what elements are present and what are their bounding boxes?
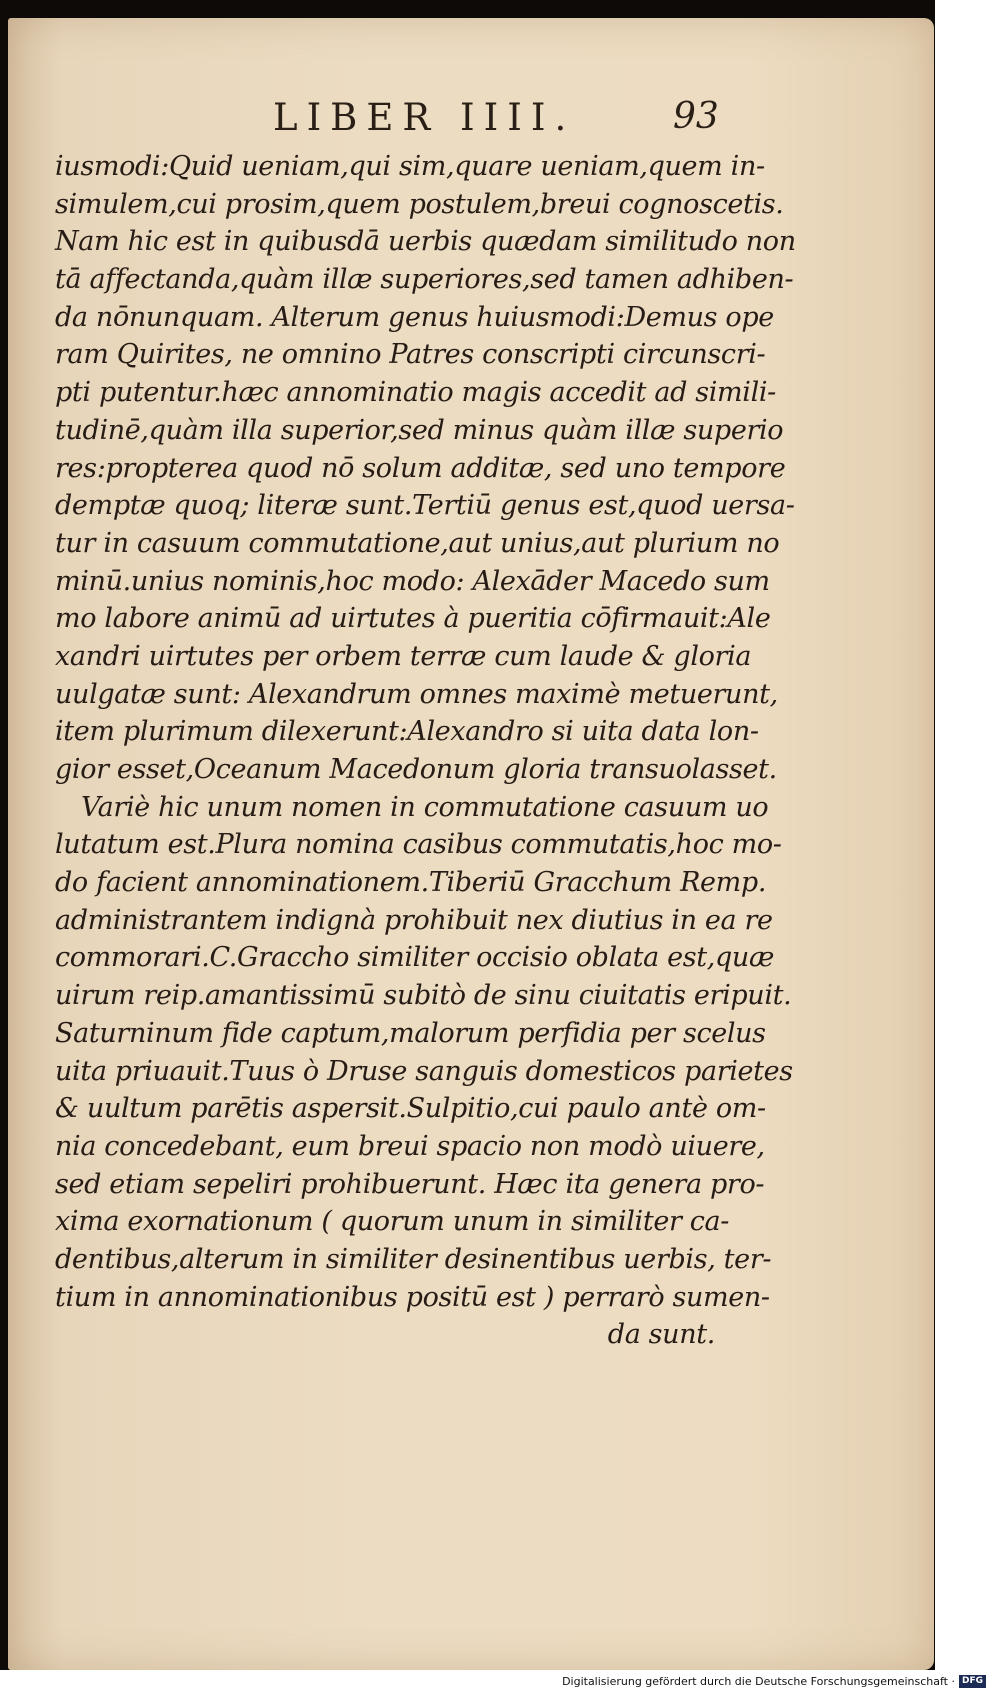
text-line: demptæ quoq; literæ sunt.Tertiū genus est,quod uersa-: [55, 490, 795, 522]
text-line: xandri uirtutes per orbem terræ cum laude & gloria: [55, 640, 752, 672]
main-text-block: [55, 148, 796, 1354]
digitization-credit: [562, 1675, 986, 1688]
text-line: uita priuauit.Tuus ò Druse sanguis domesticos parietes: [55, 1055, 793, 1087]
text-line: & uultum parētis aspersit.Sulpitio,cui paulo antè om-: [55, 1093, 766, 1125]
text-line: item plurimum dilexerunt:Alexandro si uita data lon-: [55, 716, 759, 748]
text-line: ram Quirites, ne omnino Patres conscripti circunscri-: [55, 339, 766, 371]
text-line: Saturninum fide captum,malorum perfidia per scelus: [55, 1017, 766, 1049]
text-line: xima exornationum ( quorum unum in similiter ca-: [55, 1206, 730, 1238]
text-line: sed etiam sepeliri prohibuerunt. Hæc ita genera pro-: [55, 1168, 765, 1200]
page-header: [8, 96, 934, 146]
text-line: minū.unius nominis,hoc modo: Alexāder Macedo sum: [55, 565, 770, 597]
text-line: simulem,cui prosim,quem postulem,breui cognoscetis.: [55, 188, 784, 220]
folio-number: 93: [673, 96, 719, 137]
text-line: da nōnunquam. Alterum genus huiusmodi:Demus ope: [55, 301, 774, 333]
text-line: iusmodi:Quid ueniam,qui sim,quare ueniam,quem in-: [55, 151, 765, 182]
text-line: do facient annominationem.Tiberiū Gracchum Remp.: [55, 867, 767, 899]
text-line: nia concedebant, eum breui spacio non modò uiuere,: [55, 1130, 765, 1162]
text-line: uulgatæ sunt: Alexandrum omnes maximè metuerunt,: [55, 678, 778, 710]
paragraph-start-line: Variè hic unum nomen in commutatione casuum uo: [81, 791, 769, 823]
text-line: dentibus,alterum in similiter desinentibus uerbis, ter-: [55, 1243, 772, 1275]
text-line: tā affectanda,quàm illæ superiores,sed tamen adhiben-: [55, 264, 794, 296]
running-head: LIBER IIII.: [273, 96, 576, 139]
text-line: gior esset,Oceanum Macedonum gloria transuolasset.: [55, 754, 777, 785]
text-line: Nam hic est in quibusdā uerbis quædam similitudo non: [55, 226, 796, 258]
text-line: tium in annominationibus positū est ) perrarò sumen-: [55, 1281, 770, 1313]
text-line: administrantem indignà prohibuit nex diutius in ea re: [55, 904, 773, 936]
text-line: res:propterea quod nō solum additæ, sed uno tempore: [55, 452, 786, 484]
catchword-line: da sunt.: [607, 1319, 715, 1351]
text-line: pti putentur.hæc annominatio magis accedit ad simili-: [55, 377, 776, 409]
text-line: commorari.C.Graccho similiter occisio oblata est,quæ: [55, 942, 774, 974]
text-line: tur in casuum commutatione,aut unius,aut plurium no: [55, 527, 780, 559]
text-line: tudinē,quàm illa superior,sed minus quàm illæ superio: [55, 414, 784, 446]
text-line: mo labore animū ad uirtutes à pueritia cōfirmauit:Ale: [55, 603, 771, 635]
dfg-logo: DFG: [959, 1675, 986, 1688]
text-line: uirum reip.amantissimū subitò de sinu ciuitatis eripuit.: [55, 980, 792, 1012]
book-page: [8, 18, 934, 1670]
text-line: lutatum est.Plura nomina casibus commutatis,hoc mo-: [55, 829, 782, 861]
credit-text: Digitalisierung gefördert durch die Deutsche Forschungsgemeinschaft ·: [562, 1675, 955, 1688]
